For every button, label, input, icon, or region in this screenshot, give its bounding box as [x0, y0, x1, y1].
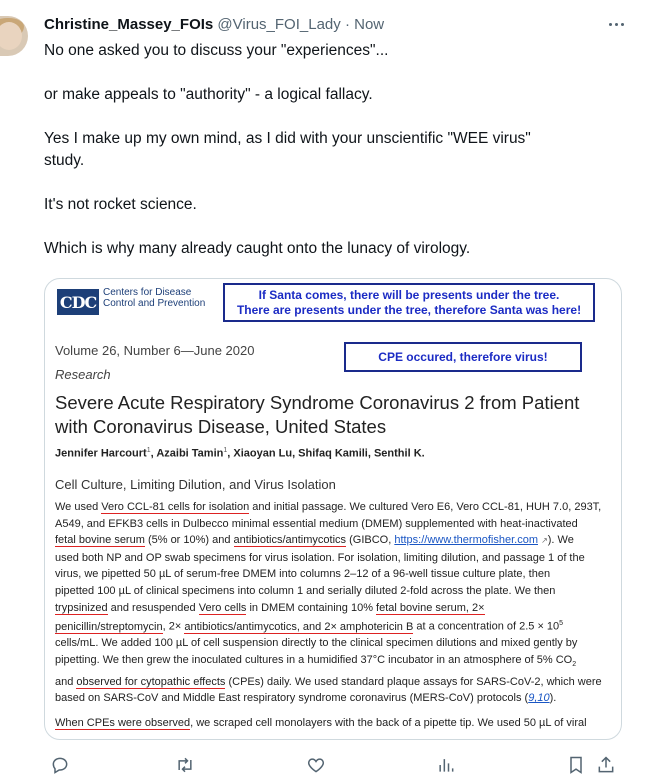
like-button[interactable] [306, 754, 326, 776]
org-line: Centers for Disease [103, 287, 192, 298]
share-icon [596, 755, 616, 775]
reply-button[interactable] [50, 754, 70, 776]
red-underline: antibiotics/antimycotics [233, 534, 347, 547]
more-options-icon[interactable] [601, 14, 631, 34]
org-line: Control and Prevention [103, 298, 206, 309]
annotation-line: There are presents under the tree, therefore Santa was here! [236, 303, 582, 317]
author-list: Jennifer Harcourt$^1$, Azaibi Tamin$^1$, Xiaoyan Lu, Shifaq Kamili, Senthil K. [55, 447, 425, 460]
attached-image[interactable] [44, 278, 622, 740]
red-underline: fetal bovine serum [55, 534, 145, 547]
external-link-icon: ↗ [541, 536, 548, 546]
author-sup: 1 [223, 447, 228, 454]
post-line: No one asked you to discuss your "experiences"... [44, 42, 389, 59]
annotation-line: If Santa comes, there will be presents under the tree. [258, 288, 560, 302]
red-underline: trypsinized [55, 601, 108, 614]
reply-icon [50, 755, 70, 775]
views-button[interactable] [436, 754, 456, 776]
repost-icon [174, 755, 196, 775]
volume-info: Volume 26, Number 6—June 2020 [55, 343, 255, 358]
bookmark-icon [566, 755, 586, 775]
thermofisher-link[interactable]: https://www.thermofisher.com [394, 534, 538, 547]
section-label: Research [55, 367, 111, 382]
like-icon [306, 755, 326, 775]
post-line: Yes I make up my own mind, as I did with your unscientific "WEE virus" [44, 130, 531, 147]
views-icon [436, 755, 456, 775]
annotation-box-santa [223, 283, 595, 322]
post-timestamp[interactable]: Now [354, 16, 385, 33]
red-underline: observed for cytopathic effects [76, 675, 226, 688]
author: Azaibi Tamin [156, 447, 224, 460]
author-sup: 1 [146, 447, 151, 454]
red-underline: When CPEs were observed [55, 716, 191, 729]
red-underline: Vero CCL-81 cells for isolation [101, 501, 250, 513]
bookmark-button[interactable] [566, 754, 586, 776]
red-underline: penicillin/streptomycin [55, 620, 163, 633]
repost-button[interactable] [174, 754, 196, 776]
share-button[interactable] [596, 754, 616, 776]
red-underline: fetal bovine serum, 2× [376, 601, 485, 614]
reference-link[interactable]: 9,10 [528, 692, 550, 705]
article-title: Severe Acute Respiratory Syndrome Coronavirus 2 from Patient with Coronavirus Disease, United States [55, 392, 580, 437]
post-line: study. [44, 152, 85, 169]
author-handle[interactable]: @Virus_FOI_Lady [217, 16, 341, 33]
post-header [44, 15, 384, 35]
post-line: Which is why many already caught onto the lunacy of virology. [44, 240, 471, 257]
separator-dot: · [344, 16, 350, 33]
post-line: or make appeals to "authority" - a logical fallacy. [44, 86, 373, 103]
section-subhead: Cell Culture, Limiting Dilution, and Virus Isolation [55, 477, 336, 492]
avatar[interactable] [0, 16, 28, 56]
red-underline: Vero cells [198, 601, 247, 614]
author: Xiaoyan Lu, Shifaq Kamili, Senthil K. [233, 447, 425, 460]
cdc-logo: CDC [57, 289, 99, 315]
post-line: It's not rocket science. [44, 196, 197, 213]
action-bar [44, 754, 624, 776]
red-underline: antibiotics/antimycotics, and 2× amphotericin B [184, 620, 414, 633]
annotation-box-cpe: CPE occured, therefore virus! [344, 342, 582, 372]
article-body: We used Vero CCL-81 cells for isolation and initial passage. We cultured Vero E6, Vero CCL-81, HUH 7.0, 293T, A549, and EFKB3 cells in Dulbecco minimal essential medium (DMEM) supplemented with heat-inactivated fetal bovine serum (5% or 10%) and antibiotics/antimycotics (GIBCO, https://www.thermofisher.com ↗). We used both NP and OP swab specimens for virus isolation. For isolation, limiting dilution, and passage 1 of the virus, we pipetted 50 µL of serum-free DMEM into columns 2–12 of a 96-well tissue culture plate, then pipetted 100 µL of clinical specimens into column 1 and serially diluted 2-fold across the plate. We then trypsinized and resuspended Vero cells in DMEM containing 10% fetal bovine serum, 2× penicillin/streptomycin, 2× antibiotics/antimycotics, and 2× amphotericin B at a concentration of $2.5 \times 10^5$ cells/mL. We added 100 µL of cell suspension directly to the clinical specimen dilutions and mixed gently by pipetting. We then grew the inoculated cultures in a humidified 37°C incubator in an atmosphere of 5% $CO_2$ and observed for cytopathic effects (CPEs) daily. We used standard plaque assays for SARS-CoV-2, which were based on SARS-CoV and Middle East respiratory syndrome coronavirus (MERS-CoV) protocols (9,10). When CPEs were observed, we scraped cell monolayers with the back of a pipette tip. We used 50 µL of viral [55, 501, 602, 729]
author-name[interactable]: Christine_Massey_FOIs [44, 16, 214, 33]
cdc-org-name [103, 287, 205, 309]
author: Jennifer Harcourt [55, 447, 147, 460]
